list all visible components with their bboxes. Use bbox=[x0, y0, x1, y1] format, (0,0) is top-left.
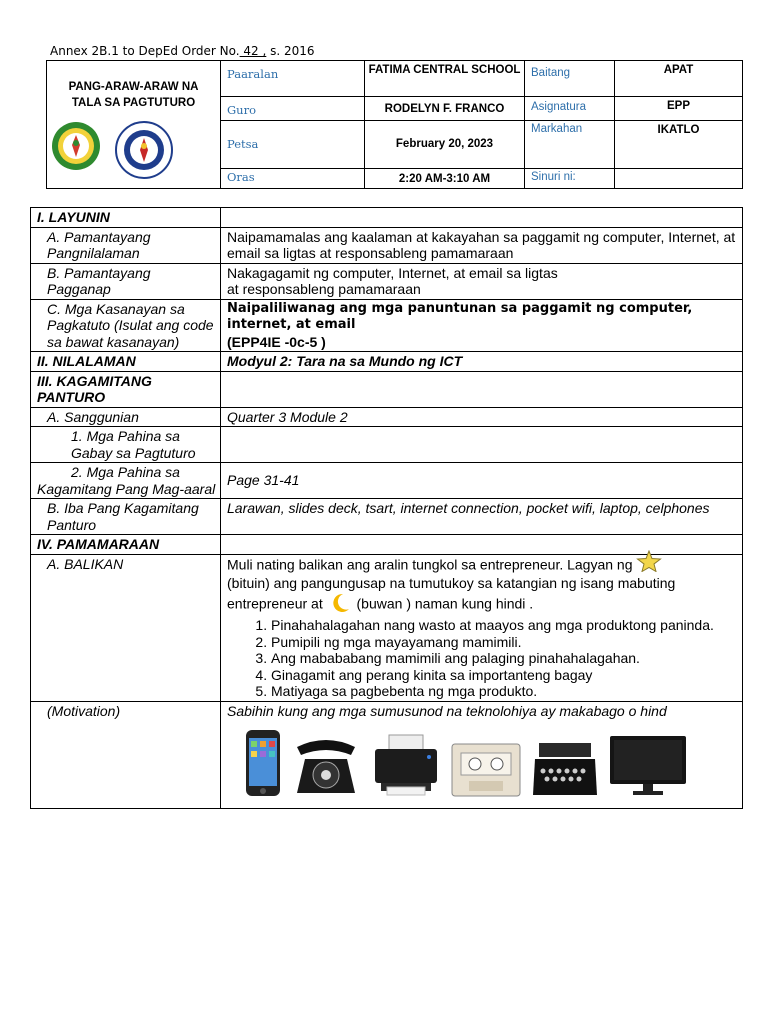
pamantayang-pagganap-label: B. Pamantayang Pagganap bbox=[31, 263, 221, 299]
layunin-heading: I. LAYUNIN bbox=[31, 208, 221, 228]
pamantayang-pangnilalaman-value: Naipamamalas ang kaalaman at kakayahan sa paggamit ng computer, Internet, at email sa ligtas at responsableng pamamaraan bbox=[221, 227, 743, 263]
list-item: 5. Matiyaga sa pagbebenta ng mga produkto. bbox=[271, 683, 738, 700]
pamantayang-pangnilalaman-label: A. Pamantayang Pangnilalaman bbox=[31, 227, 221, 263]
kasanayan-value: Naipaliliwanag ang mga panuntunan sa paggamit ng computer, internet, at email (EPP4IE -0c-5 ) bbox=[221, 299, 743, 352]
list-item: 3. Ang mabababang mamimili ang palaging pinahahalagahan. bbox=[271, 650, 738, 667]
motivation-label: (Motivation) bbox=[31, 701, 221, 808]
annex-reference bbox=[50, 44, 315, 58]
cassette-tape-icon bbox=[451, 743, 521, 801]
baitang-label: Baitang bbox=[525, 61, 615, 97]
nilalaman-heading: II. NILALAMAN bbox=[31, 352, 221, 372]
asignatura-value: EPP bbox=[615, 97, 743, 121]
annex-prefix: Annex 2B.1 to DepEd Order No. bbox=[50, 44, 240, 58]
header-table bbox=[46, 60, 743, 189]
printer-icon bbox=[371, 733, 441, 801]
pamantayang-pagganap-value: Nakagagamit ng computer, Internet, at email sa ligtas at responsableng pamamaraan bbox=[221, 263, 743, 299]
sanggunian-label: A. Sanggunian bbox=[31, 407, 221, 427]
kagamitan-heading: III. KAGAMITANG PANTURO bbox=[31, 371, 221, 407]
petsa-label: Petsa bbox=[221, 121, 365, 169]
oras-label: Oras bbox=[221, 169, 365, 189]
seals bbox=[51, 121, 173, 182]
typewriter-icon bbox=[531, 741, 599, 801]
gabay-pahina-label: 1. Mga Pahina sa Gabay sa Pagtuturo bbox=[31, 427, 221, 463]
list-item: 1. Pinahahalagahan nang wasto at maayos ang mga produktong paninda. bbox=[271, 617, 738, 634]
list-item: 4. Ginagamit ang perang kinita sa importanteng bagay bbox=[271, 667, 738, 684]
kasanayan-label: C. Mga Kasanayan sa Pagkatuto (Isulat ang code sa bawat kasanayan) bbox=[31, 299, 221, 352]
lesson-plan-table bbox=[30, 207, 743, 809]
pamamaraan-heading: IV. PAMAMARAAN bbox=[31, 535, 221, 555]
kagamitan-pahina-value: Page 31-41 bbox=[221, 463, 743, 499]
kagamitan-pahina-label: 2. Mga Pahina sa Kagamitang Pang Mag-aaral bbox=[31, 463, 221, 499]
guro-label: Guro bbox=[221, 97, 365, 121]
smartphone-icon bbox=[245, 729, 281, 801]
asignatura-label: Asignatura bbox=[525, 97, 615, 121]
balikan-content: Muli nating balikan ang aralin tungkol sa entrepreneur. Lagyan ng (bituin) ang pangungusap na tumutukoy sa katangian ng isang mabuting entrepreneur at (buwan ) naman kung hindi . 1. Pinahahalagahan nang wasto at maayos ang mga produktong paninda. 2. Pumipili ng mga mayayamang mamimili. 3. Ang mabababang mamimili ang palaging pinahahalagahan. 4. Ginagamit ang perang kinita sa importanteng bagay 5. Matiyaga sa pagbebenta ng mga produkto. bbox=[221, 554, 743, 701]
motivation-content: Sabihin kung ang mga sumusunod na teknolohiya ay makabago o hind bbox=[221, 701, 743, 808]
star-icon bbox=[636, 556, 662, 576]
technology-pictures bbox=[227, 719, 738, 807]
moon-icon bbox=[327, 592, 353, 618]
lesson-log-title-cell bbox=[47, 61, 221, 189]
sinuri-value bbox=[615, 169, 743, 189]
oras-value: 2:20 AM-3:10 AM bbox=[365, 169, 525, 189]
list-item: 2. Pumipili ng mga mayayamang mamimili. bbox=[271, 634, 738, 651]
markahan-value: IKATLO bbox=[615, 121, 743, 169]
deped-seal-icon bbox=[115, 121, 173, 182]
iba-pang-kagamitan-value: Larawan, slides deck, tsart, internet connection, pocket wifi, laptop, celphones bbox=[221, 499, 743, 535]
baitang-value: APAT bbox=[615, 61, 743, 97]
balikan-label: A. BALIKAN bbox=[31, 554, 221, 701]
paaralan-label: Paaralan bbox=[221, 61, 365, 97]
iba-pang-kagamitan-label: B. Iba Pang Kagamitang Panturo bbox=[31, 499, 221, 535]
nilalaman-value: Modyul 2: Tara na sa Mundo ng ICT bbox=[221, 352, 743, 372]
sanggunian-value: Quarter 3 Module 2 bbox=[221, 407, 743, 427]
competency-code: (EPP4IE -0c-5 ) bbox=[227, 333, 326, 350]
paaralan-value: FATIMA CENTRAL SCHOOL bbox=[365, 61, 525, 97]
computer-monitor-icon bbox=[609, 735, 687, 801]
markahan-label: Markahan bbox=[525, 121, 615, 169]
sinuri-label: Sinuri ni: bbox=[525, 169, 615, 189]
annex-order-no: 42 , bbox=[239, 44, 267, 58]
gabay-pahina-value bbox=[221, 427, 743, 463]
lesson-log-title: PANG-ARAW-ARAW NA TALA SA PAGTUTURO bbox=[68, 81, 199, 109]
rotary-telephone-icon bbox=[291, 737, 361, 801]
guro-value: RODELYN F. FRANCO bbox=[365, 97, 525, 121]
school-seal-icon bbox=[51, 121, 101, 182]
annex-suffix: s. 2016 bbox=[266, 44, 315, 58]
balikan-list bbox=[227, 617, 738, 700]
petsa-value: February 20, 2023 bbox=[365, 121, 525, 169]
